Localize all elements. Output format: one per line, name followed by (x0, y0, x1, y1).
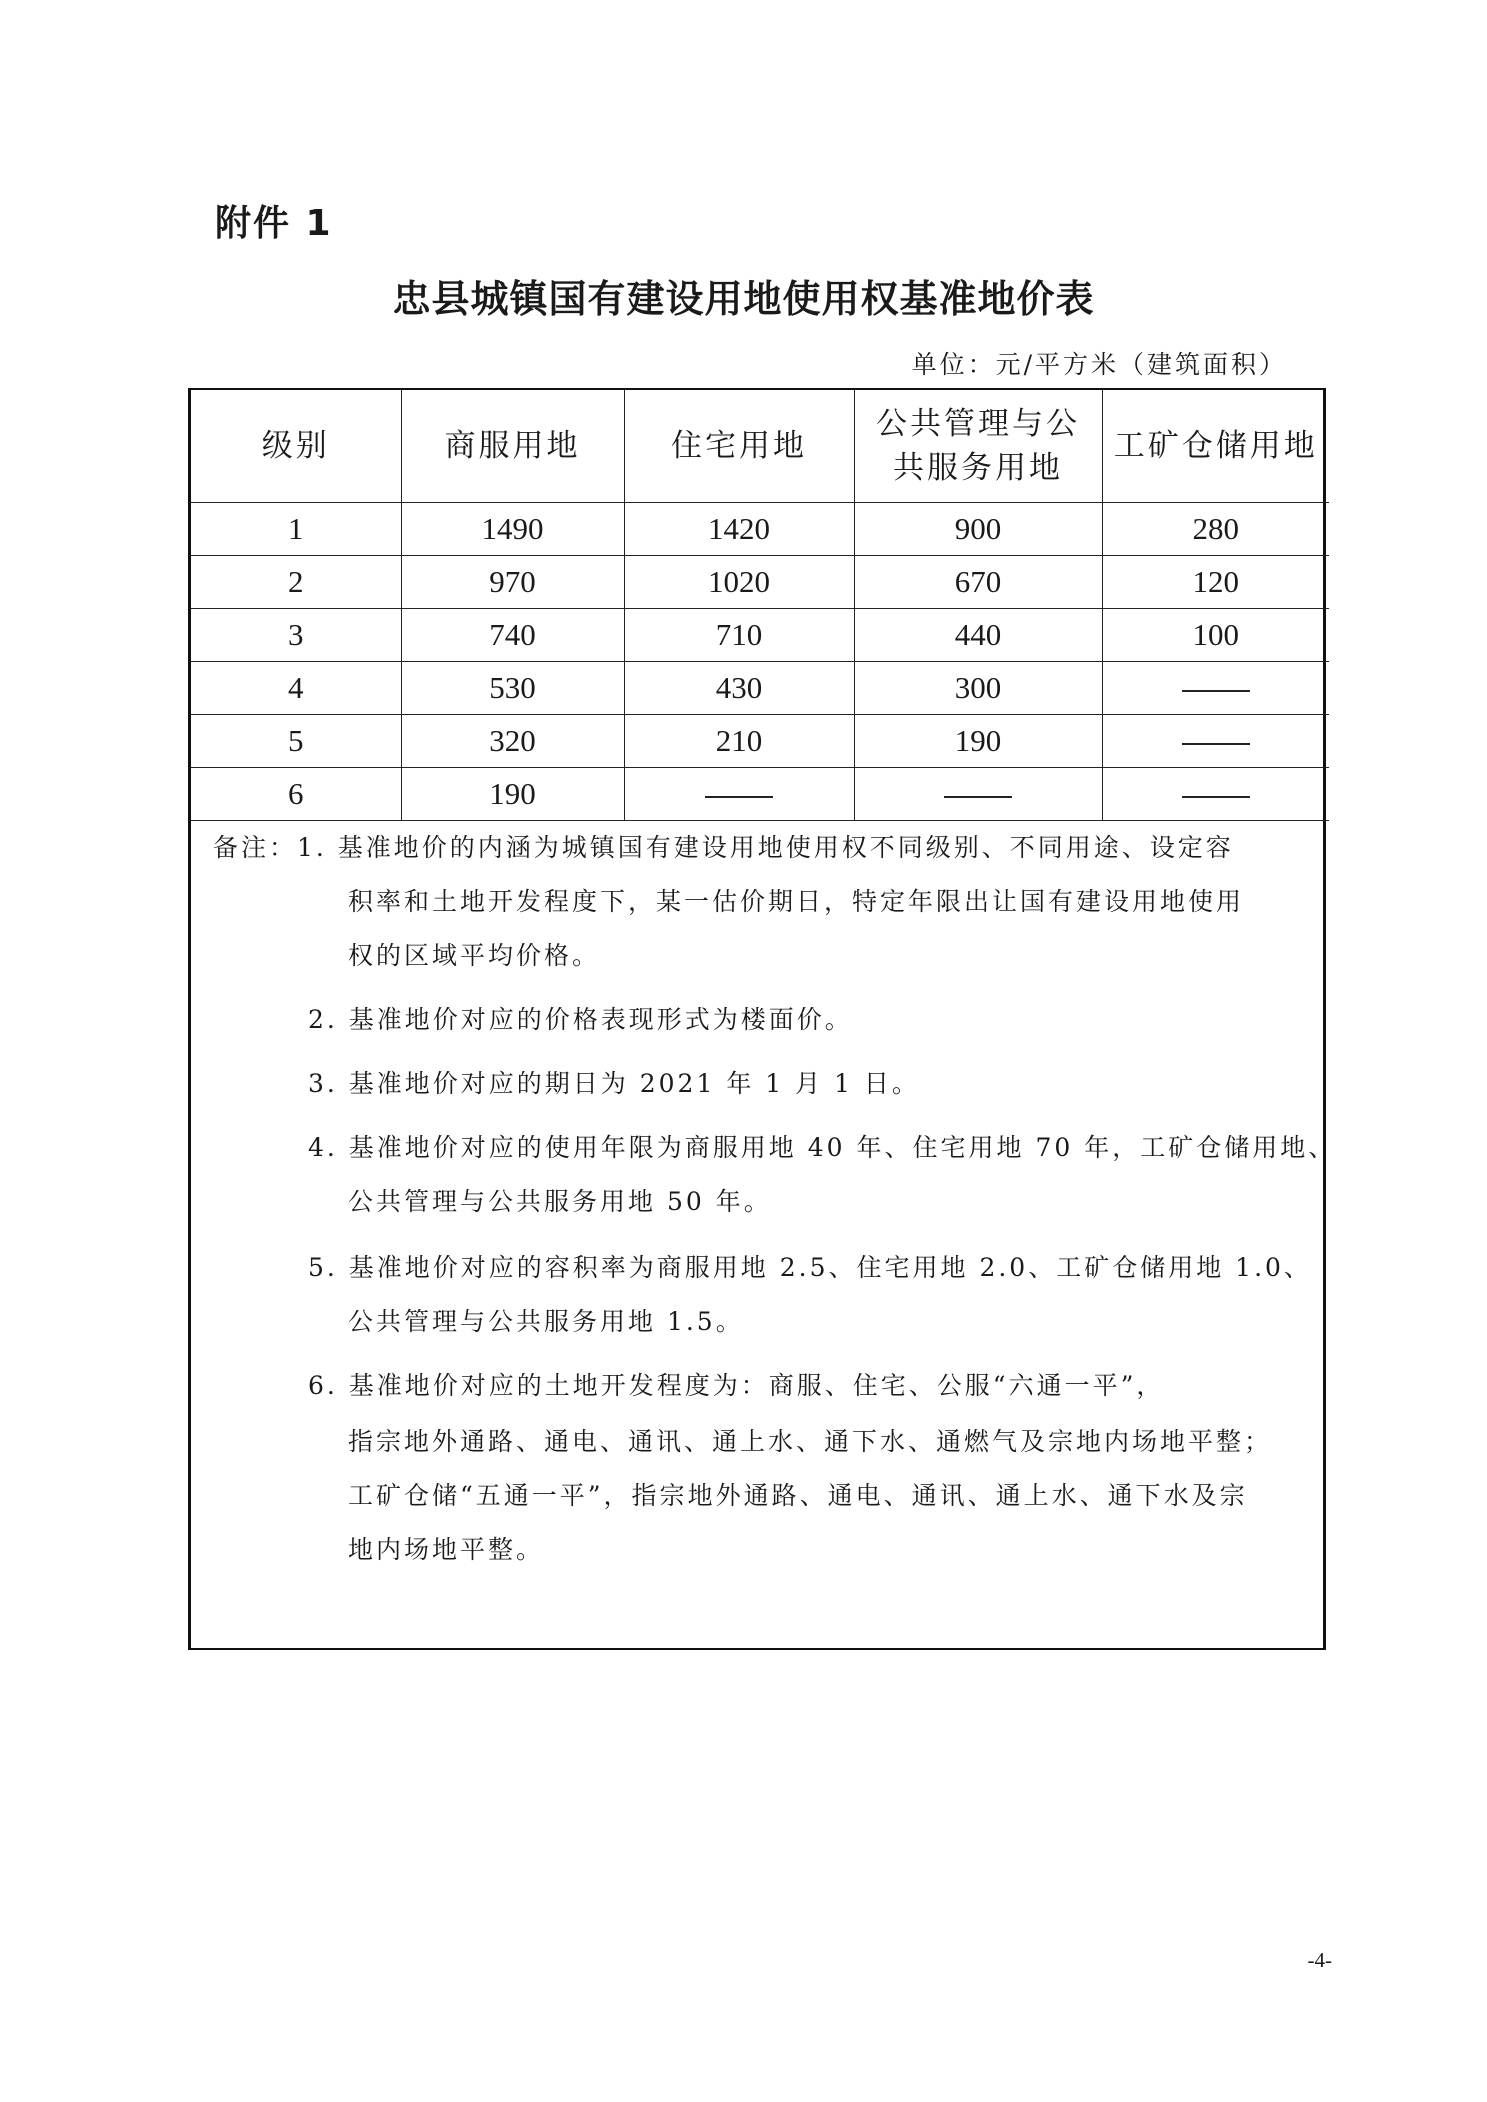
table-cell (191, 715, 401, 768)
table-row (191, 715, 1329, 768)
table-cell (1102, 503, 1329, 556)
table-cell (624, 768, 854, 821)
table-cell (191, 768, 401, 821)
cell-value: 120 (1192, 564, 1239, 599)
cell-value: 280 (1192, 511, 1239, 546)
dash-placeholder (1182, 743, 1250, 745)
attachment-label: 附件 1 (215, 203, 333, 244)
cell-value: 900 (954, 511, 1002, 546)
table-cell (401, 503, 624, 556)
header-residential (624, 390, 854, 503)
cell-value: 710 (715, 617, 763, 652)
table-cell (1102, 662, 1329, 715)
table-cell (854, 662, 1102, 715)
table-cell (1102, 715, 1329, 768)
cell-value: 1420 (708, 511, 770, 546)
table-cell (854, 503, 1102, 556)
note-line: 4. 基准地价对应的使用年限为商服用地 40 年、住宅用地 70 年，工矿仓储用地、 (308, 1133, 1337, 1162)
table-cell (624, 662, 854, 715)
table-cell (624, 503, 854, 556)
table-cell (624, 556, 854, 609)
header-residential-label: 住宅用地 (671, 428, 807, 464)
cell-value: 530 (489, 670, 536, 705)
dash-placeholder (705, 796, 773, 798)
table-row (191, 503, 1329, 556)
header-commercial-label: 商服用地 (444, 428, 581, 464)
header-public-service-line2: 共服务用地 (893, 450, 1063, 486)
cell-value: 6 (288, 776, 304, 811)
table-row (191, 662, 1329, 715)
note-line: 公共管理与公共服务用地 50 年。 (348, 1187, 772, 1216)
header-level (191, 390, 401, 503)
table-cell (191, 609, 401, 662)
table-cell (401, 715, 624, 768)
table-cell (401, 556, 624, 609)
cell-value: 3 (288, 617, 304, 652)
table-cell (1102, 609, 1329, 662)
cell-value: 320 (489, 723, 536, 758)
table-cell (1102, 768, 1329, 821)
table-cell (1102, 556, 1329, 609)
header-industrial (1102, 390, 1329, 503)
dash-placeholder (1182, 796, 1250, 798)
note-line: 6. 基准地价对应的土地开发程度为：商服、住宅、公服“六通一平”， (308, 1371, 1165, 1400)
table-cell (191, 503, 401, 556)
cell-value: 740 (489, 617, 536, 652)
cell-value: 210 (715, 723, 763, 758)
table-cell (191, 556, 401, 609)
dash-placeholder (1182, 690, 1250, 692)
page-number: -4- (1307, 1948, 1332, 1972)
cell-value: 970 (489, 564, 536, 599)
unit-note: 单位：元/平方米（建筑面积） (911, 350, 1287, 379)
cell-value: 100 (1192, 617, 1239, 652)
header-industrial-label: 工矿仓储用地 (1113, 428, 1318, 464)
cell-value: 430 (715, 670, 763, 705)
table-cell (624, 715, 854, 768)
dash-placeholder (944, 796, 1012, 798)
table-header-row (191, 390, 1329, 503)
note-line: 指宗地外通路、通电、通讯、通上水、通下水、通燃气及宗地内场地平整； (348, 1427, 1273, 1456)
cell-value: 190 (954, 723, 1002, 758)
cell-value: 670 (954, 564, 1002, 599)
cell-value: 300 (954, 670, 1002, 705)
note-line: 地内场地平整。 (348, 1535, 545, 1564)
note-line: 工矿仓储“五通一平”，指宗地外通路、通电、通讯、通上水、通下水及宗 (348, 1481, 1248, 1510)
table-row (191, 556, 1329, 609)
cell-value: 5 (288, 723, 304, 758)
header-level-label: 级别 (261, 428, 330, 464)
table-row (191, 768, 1329, 821)
document-title: 忠县城镇国有建设用地使用权基准地价表 (392, 277, 1095, 321)
table-cell (401, 768, 624, 821)
note-line: 公共管理与公共服务用地 1.5。 (348, 1307, 744, 1336)
land-price-table (191, 390, 1329, 821)
header-public-service (854, 390, 1102, 503)
table-cell (401, 609, 624, 662)
note-line: 权的区域平均价格。 (348, 941, 601, 970)
note-line: 5. 基准地价对应的容积率为商服用地 2.5、住宅用地 2.0、工矿仓储用地 1.0、 (308, 1253, 1312, 1282)
header-public-service-line1: 公共管理与公 (876, 406, 1080, 442)
cell-value: 440 (954, 617, 1002, 652)
table-row (191, 609, 1329, 662)
note-line: 3. 基准地价对应的期日为 2021 年 1 月 1 日。 (308, 1069, 920, 1098)
table-frame (188, 388, 1337, 1650)
table-cell (854, 556, 1102, 609)
header-commercial (401, 390, 624, 503)
note-line: 备注：1. 基准地价的内涵为城镇国有建设用地使用权不同级别、不同用途、设定容 (213, 833, 1234, 862)
table-cell (191, 662, 401, 715)
cell-value: 1020 (708, 564, 770, 599)
cell-value: 190 (489, 776, 536, 811)
cell-value: 1490 (481, 511, 544, 546)
note-line: 2. 基准地价对应的价格表现形式为楼面价。 (308, 1005, 853, 1034)
cell-value: 1 (288, 511, 304, 546)
cell-value: 4 (288, 670, 304, 705)
table-cell (401, 662, 624, 715)
cell-value: 2 (288, 564, 304, 599)
table-cell (854, 609, 1102, 662)
table-cell (854, 715, 1102, 768)
table-cell (624, 609, 854, 662)
note-line: 积率和土地开发程度下，某一估价期日，特定年限出让国有建设用地使用 (348, 887, 1245, 916)
table-cell (854, 768, 1102, 821)
